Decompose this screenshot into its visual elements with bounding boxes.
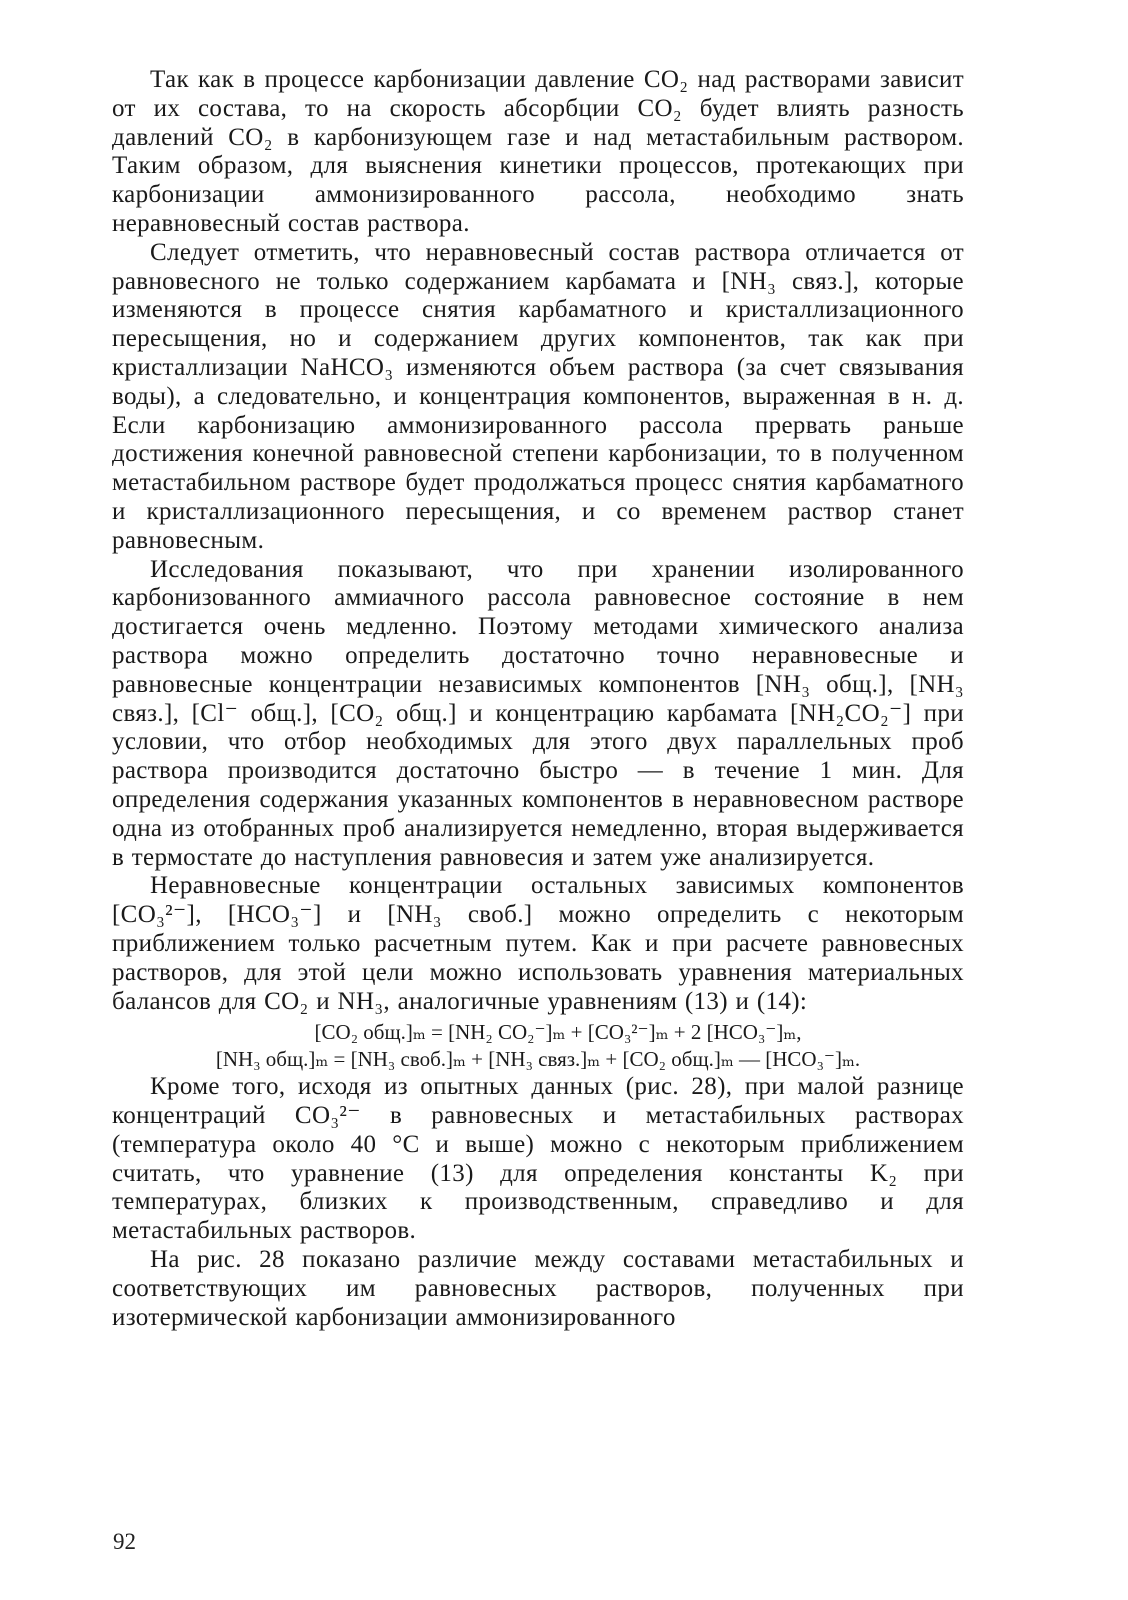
paragraph-2: Следует отметить, что неравновесный состав раствора отличается от равновесного не только содержанием карбамата и [NH₃ связ.], которые изменяются в процессе снятия карбаматного и кристаллизационного пересыщения, но и содержанием других компонентов, так как при кристаллизации NaHCO₃ изменяются объем раствора (за счет связывания воды), а следовательно, и концентрация компонентов, выраженная в н. д. Если карбонизацию аммонизированного рассола прервать раньше достижения конечной равновесной степени карбонизации, то в полученном метастабильном растворе будет продолжаться процесс снятия карбаматного и кристаллизационного пересыщения, и со временем раствор станет равновесным. <box>112 238 964 554</box>
paragraph-1: Так как в процессе карбонизации давление CO₂ над растворами зависит от их состава, то на скорость абсорбции CO₂ будет влиять разность давлений CO₂ в карбонизующем газе и над метастабильным раствором. Таким образом, для выяснения кинетики процессов, протекающих при карбонизации аммонизированного рассола, необходимо знать неравновесный состав раствора. <box>112 66 964 237</box>
equation-block <box>112 1019 964 1073</box>
paragraph-5: Кроме того, исходя из опытных данных (рис. 28), при малой разнице концентраций CO₃²⁻ в равновесных и метастабильных растворах (температура около 40 °C и выше) можно с некоторым приближением считать, что уравнение (13) для определения константы K₂ при температурах, близких к производственным, справедливо и для метастабильных растворов. <box>112 1073 964 1245</box>
page-content <box>112 66 964 1332</box>
page-number: 92 <box>113 1529 136 1554</box>
equation-co2-balance: [CO₂ общ.]ₘ = [NH₂ CO₂⁻]ₘ + [CO₃²⁻]ₘ + 2 [HCO₃⁻]ₘ, <box>314 1020 802 1045</box>
paragraph-6: На рис. 28 показано различие между составами метастабильных и соответствующих им равновесных растворов, полученных при изотермической карбонизации аммонизированного <box>112 1246 964 1331</box>
paragraph-4: Неравновесные концентрации остальных зависимых компонентов [CO₃²⁻], [HCO₃⁻] и [NH₃ своб.] можно определить с некоторым приближением только расчетным путем. Как и при расчете равновесных растворов, для этой цели можно использовать уравнения материальных балансов для CO₂ и NH₃, аналогичные уравнениям (13) и (14): <box>112 872 964 1015</box>
paragraph-3: Исследования показывают, что при хранении изолированного карбонизованного аммиачного рассола равновесное состояние в нем достигается очень медленно. Поэтому методами химического анализа раствора можно определить достаточно точно неравновесные и равновесные концентрации независимых компонентов [NH₃ общ.], [NH₃ связ.], [Cl⁻ общ.], [CO₂ общ.] и концентрацию карбамата [NH₂CO₂⁻] при условии, что отбор необходимых для этого двух параллельных проб раствора производится достаточно быстро — в течение 1 мин. Для определения содержания указанных компонентов в неравновесном растворе одна из отобранных проб анализируется немедленно, вторая выдерживается в термостате до наступления равновесия и затем уже анализируется. <box>112 555 964 871</box>
equation-nh3-balance: [NH₃ общ.]ₘ = [NH₃ своб.]ₘ + [NH₃ связ.]ₘ + [CO₂ общ.]ₘ — [HCO₃⁻]ₘ. <box>215 1047 861 1072</box>
